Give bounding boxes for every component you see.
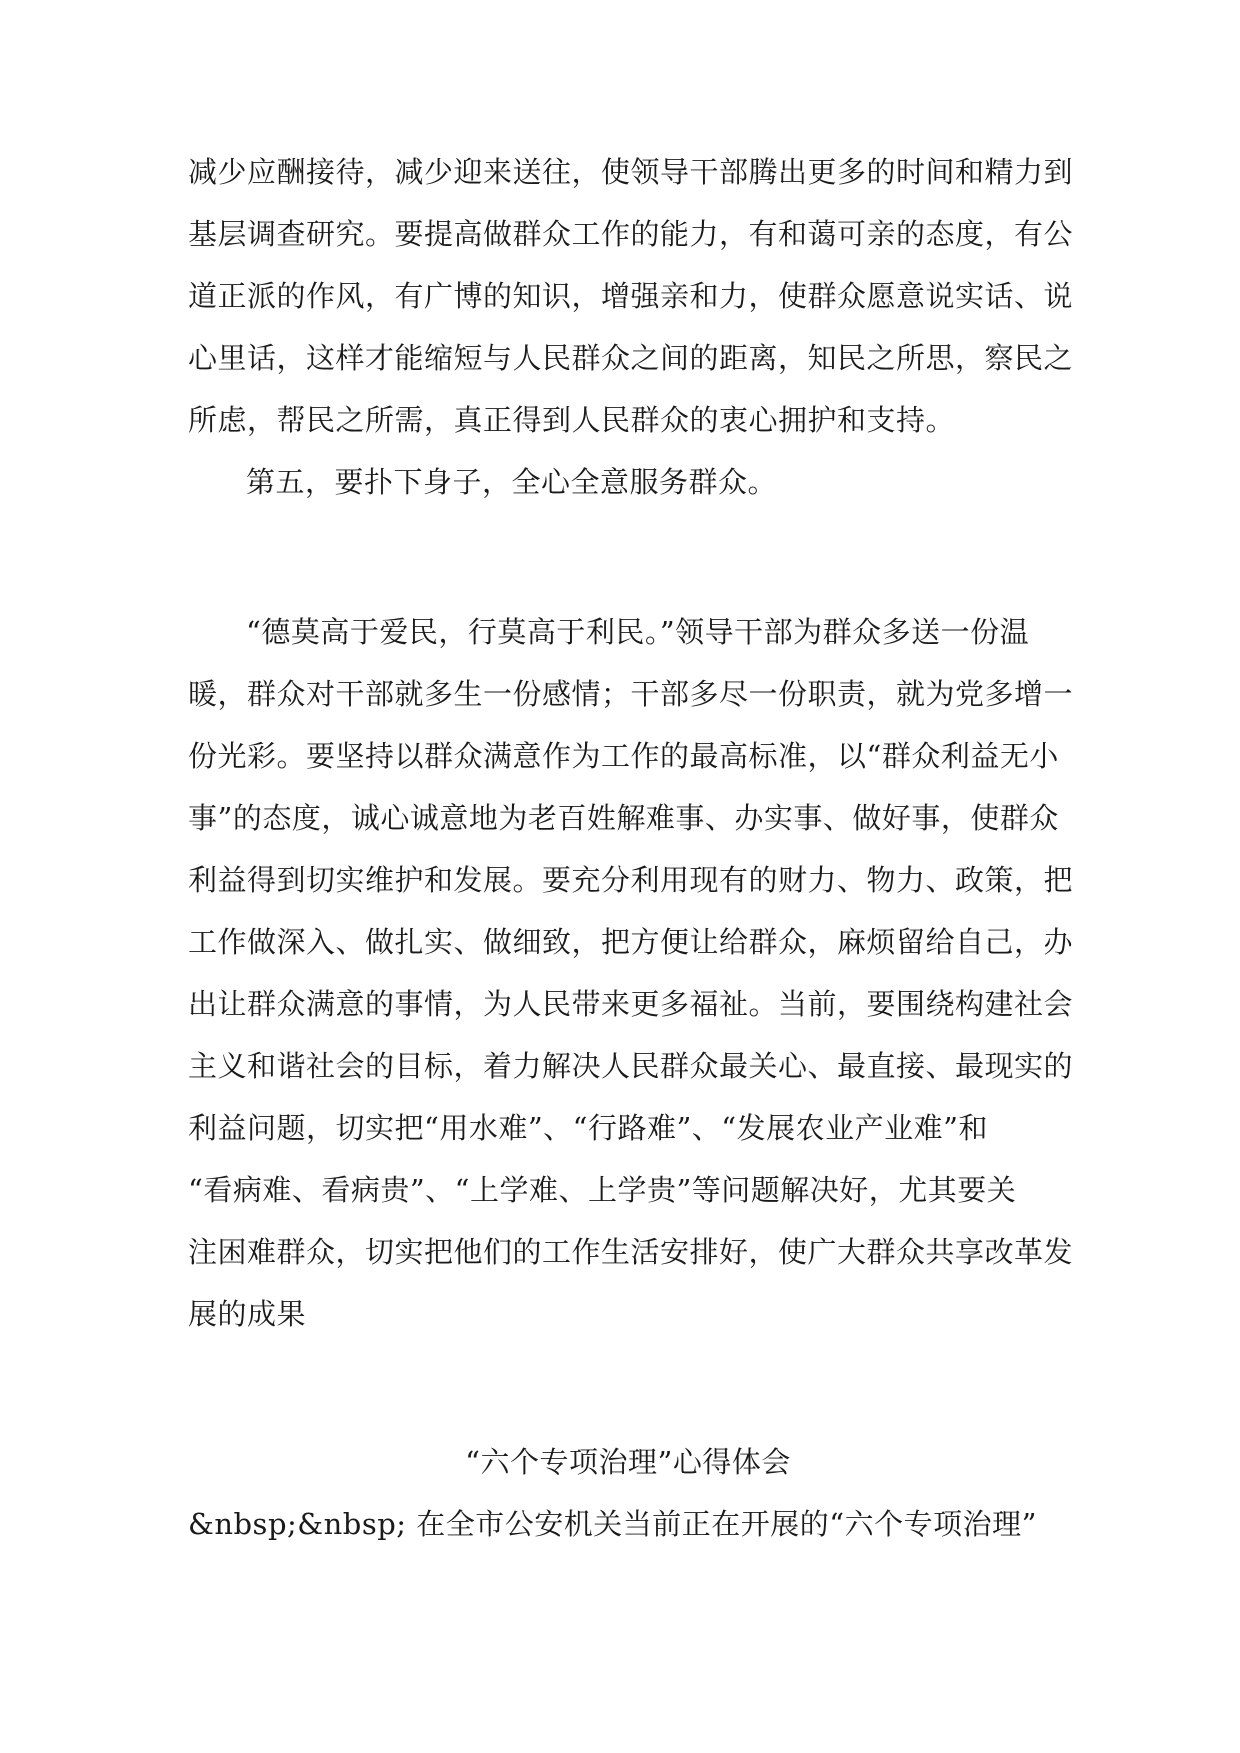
paragraph-line: 事”的态度，诚心诚意地为老百姓解难事、办实事、做好事，使群众 (188, 801, 1059, 835)
paragraph-line: “德莫高于爱民，行莫高于利民。”领导干部为群众多送一份温 (246, 615, 1030, 649)
paragraph-line: 道正派的作风，有广博的知识，增强亲和力，使群众愿意说实话、说 (188, 279, 1074, 313)
paragraph-line: 所虑，帮民之所需，真正得到人民群众的衷心拥护和支持。 (188, 403, 956, 437)
paragraph-line: 展的成果 (188, 1297, 307, 1331)
paragraph-line: 份光彩。要坚持以群众满意作为工作的最高标准，以“群众利益无小 (188, 739, 1059, 773)
paragraph-line: 暖，群众对干部就多生一份感情；干部多尽一份职责，就为党多增一 (188, 677, 1074, 711)
section-heading-line: 第五，要扑下身子，全心全意服务群众。 (246, 465, 778, 499)
paragraph-line: 注困难群众，切实把他们的工作生活安排好，使广大群众共享改革发 (188, 1235, 1074, 1269)
paragraph-line: 主义和谐社会的目标，着力解决人民群众最关心、最直接、最现实的 (188, 1049, 1074, 1083)
paragraph-line: 心里话，这样才能缩短与人民群众之间的距离，知民之所思，察民之 (188, 341, 1074, 375)
paragraph-line: 工作做深入、做扎实、做细致，把方便让给群众，麻烦留给自己，办 (188, 925, 1074, 959)
paragraph-line: 基层调查研究。要提高做群众工作的能力，有和蔼可亲的态度，有公 (188, 217, 1074, 251)
paragraph-line: “看病难、看病贵”、“上学难、上学贵”等问题解决好，尤其要关 (188, 1173, 1017, 1207)
paragraph-line: 利益问题，切实把“用水难”、“行路难”、“发展农业产业难”和 (188, 1111, 988, 1145)
document-title: “六个专项治理”心得体会 (465, 1445, 791, 1479)
paragraph-line: &nbsp;&nbsp; 在全市公安机关当前正在开展的“六个专项治理” (188, 1507, 1037, 1541)
paragraph-line: 利益得到切实维护和发展。要充分利用现有的财力、物力、政策，把 (188, 863, 1074, 897)
paragraph-line: 出让群众满意的事情，为人民带来更多福祉。当前，要围绕构建社会 (188, 987, 1074, 1021)
paragraph-line: 减少应酬接待，减少迎来送往，使领导干部腾出更多的时间和精力到 (188, 155, 1074, 189)
